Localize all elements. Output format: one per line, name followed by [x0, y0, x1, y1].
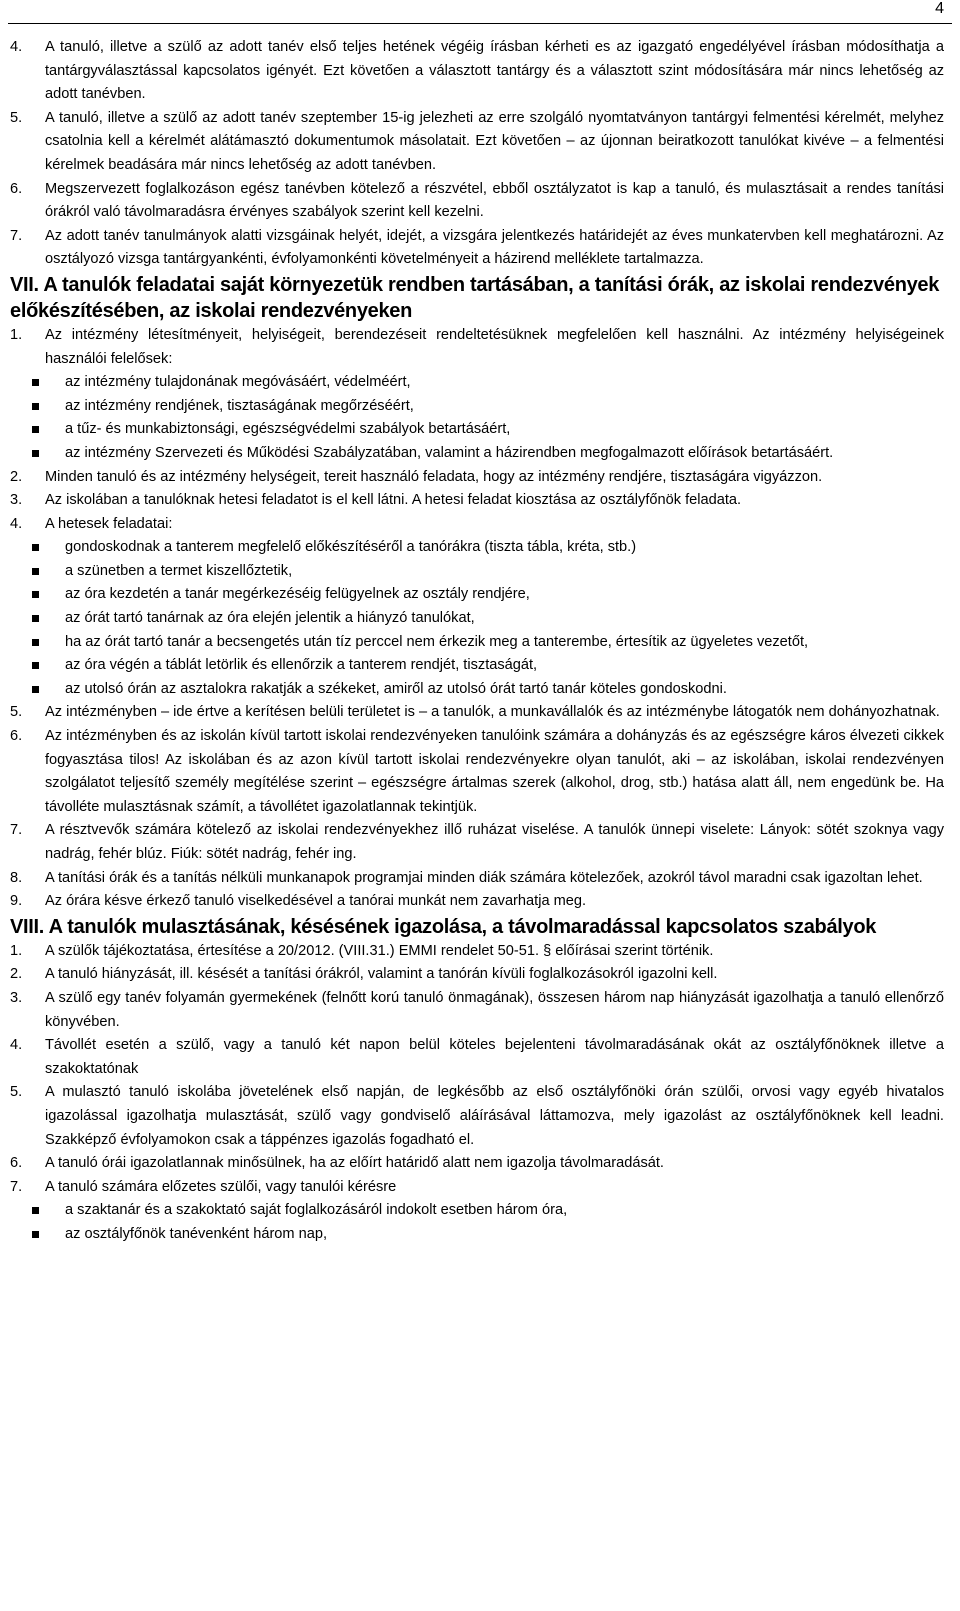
item-number: 5. — [10, 1084, 23, 1101]
list-item — [10, 701, 944, 725]
item-text: Megszervezett foglalkozáson egész tanévben kötelező a részvétel, ebből osztályzatot is kap a tanuló, és mulasztásait a rendes tanítási órákról való távolmaradásra érvényes szabályok szerint kell kezelni. — [45, 180, 944, 221]
item-text: A tanuló, illetve a szülő az adott tanév első teljes hetének végéig írásban kérheti es az igazgató engedélyével írásban módosíthatja a tantárgyválasztással kapcsolatos igényét. Ezt követően a választott tantárgy és a választott szint módosítására már nincs lehetőség az adott tanévben. — [45, 39, 944, 103]
item-text: Távollét esetén a szülő, vagy a tanuló két napon belül köteles bejelenteni távolmaradásának okát az osztályfőnöknek illetve a szakoktatónak — [45, 1037, 944, 1077]
item-text: Az intézményben – ide értve a kerítésen belüli területet is – a tanulók, a munkavállalók és az intézménybe látogatók nem dohányozhatnak. — [45, 704, 940, 721]
section6-tail-list — [10, 36, 944, 272]
bullet-item: a szaktanár és a szakoktató saját foglalkozásáról indokolt esetben három óra, — [10, 1199, 944, 1223]
item-text: A tanuló hiányzását, ill. késését a tanítási órákról, valamint a tanórán kívüli foglalkozásokról igazolni kell. — [45, 966, 718, 983]
list-item — [10, 725, 944, 819]
bullet-item: a szünetben a termet kiszellőztetik, — [10, 560, 944, 584]
item-number: 7. — [10, 822, 23, 839]
item-number: 2. — [10, 468, 23, 485]
list-item — [10, 1152, 944, 1176]
item-number: 3. — [10, 492, 23, 509]
bullet-item: az óra végén a táblát letörlik és ellenőrzik a tanterem rendjét, tisztaságát, — [10, 654, 944, 678]
item-text: Minden tanuló és az intézmény helységeit, tereit használó feladata, hogy az intézmény rendjére, tisztaságára vigyázzon. — [45, 468, 823, 485]
item-text: A résztvevők számára kötelező az iskolai rendezvényekhez illő ruházat viselése. A tanulók ünnepi viselete: Lányok: sötét szoknya vagy nadrág, fehér blúz. Fiúk: sötét nadrág, fehér ing. — [45, 822, 944, 862]
item-text: A tanuló órái igazolatlannak minősülnek, ha az előírt határidő alatt nem igazolja távolmaradását. — [45, 1155, 664, 1172]
item-text: A szülő egy tanév folyamán gyermekének (felnőtt korú tanuló önmagának), összesen három nap hiányzását igazolhatja a tanuló ellenőrző könyvében. — [45, 989, 944, 1030]
item-number: 3. — [10, 989, 23, 1006]
item-text: A tanuló számára előzetes szülői, vagy tanulói kérésre — [45, 1178, 397, 1195]
item-number: 5. — [10, 704, 23, 721]
item-number: 6. — [10, 728, 23, 745]
list-item — [10, 819, 944, 866]
list-item — [10, 890, 944, 914]
bullet-item: az osztályfőnök tanévenként három nap, — [10, 1223, 944, 1247]
item-text: Az órára késve érkező tanuló viselkedésével a tanórai munkát nem zavarhatja meg. — [45, 893, 587, 910]
item-number: 4. — [10, 515, 23, 532]
item-text: Az iskolában a tanulóknak hetesi feladatot is el kell látni. A hetesi feladat kiosztása az osztályfőnök feladata. — [45, 492, 742, 509]
page-number: 4 — [935, 0, 944, 17]
item-text: Az intézmény létesítményeit, helyiségeit, berendezéseit rendeltetésüknek megfelelően kell használni. Az intézmény helyiségeinek használói felelősek: — [45, 326, 944, 367]
item-text: A hetesek feladatai: — [45, 515, 173, 532]
item-number: 8. — [10, 869, 23, 886]
item-number: 1. — [10, 326, 23, 343]
item-number: 6. — [10, 1155, 23, 1172]
item-number: 2. — [10, 966, 23, 983]
section7-list-end — [10, 701, 944, 913]
item-number: 6. — [10, 180, 23, 197]
bullet-item: az intézmény Szervezeti és Működési Szabályzatában, valamint a házirendben megfogalmazott előírások betartásáért. — [10, 442, 944, 466]
header-rule — [8, 23, 952, 24]
section-heading-viii: VIII. A tanulók mulasztásának, késésének igazolása, a távolmaradással kapcsolatos szabályok — [10, 915, 877, 938]
list-item — [10, 867, 944, 891]
section7-list — [10, 324, 944, 371]
list-item — [10, 466, 944, 490]
bullet-item: az óra kezdetén a tanár megérkezéséig felügyelnek az osztály rendjére, — [10, 583, 944, 607]
item-text: A tanuló, illetve a szülő az adott tanév szeptember 15-ig jelezheti az erre szolgáló nyomtatványon tantárgyi felmentési kérelmét, melyhez csatolnia kell a kérelmét alátámasztó dokumentumok másolatait. Ezt követően – az újonnan beiratkozott tanulókat kivéve – a felmentési kérelmek beadására már nincs lehetőség az adott tanévben. — [45, 109, 944, 173]
bullet-item: az intézmény rendjének, tisztaságának megőrzéséért, — [10, 395, 944, 419]
item-text: A tanítási órák és a tanítás nélküli munkanapok programjai minden diák számára kötelezőek, azokról távol maradni csak igazoltan lehet. — [45, 869, 923, 886]
document-body — [10, 36, 944, 1247]
section7-item1-bullets — [10, 371, 944, 465]
item-number: 1. — [10, 942, 23, 959]
bullet-item: ha az órát tartó tanár a becsengetés után tíz perccel nem érkezik meg a tanterembe, értesítik az ügyeletes vezetőt, — [10, 631, 944, 655]
list-item — [10, 36, 944, 107]
item-number: 4. — [10, 1037, 23, 1054]
list-item — [10, 1081, 944, 1152]
section-heading-vii: VII. A tanulók feladatai saját környezetük rendben tartásában, a tanítási órák, az iskolai rendezvények előkészítésében, az iskolai rendezvényeken — [10, 273, 940, 322]
list-item — [10, 940, 944, 964]
list-item — [10, 513, 944, 537]
bullet-item: gondoskodnak a tanterem megfelelő előkészítéséről a tanórákra (tiszta tábla, kréta, stb.) — [10, 536, 944, 560]
list-item — [10, 324, 944, 371]
list-item — [10, 489, 944, 513]
list-item — [10, 107, 944, 178]
list-item — [10, 987, 944, 1034]
list-item — [10, 1176, 944, 1200]
item-number: 5. — [10, 109, 23, 126]
list-item — [10, 1034, 944, 1081]
item-number: 7. — [10, 227, 23, 244]
section7-item4-bullets — [10, 536, 944, 701]
item-text: Az adott tanév tanulmányok alatti vizsgáinak helyét, idejét, a vizsgára jelentkezés határidejét az éves munkatervben kell meghatározni. Az osztályozó vizsga tantárgyankénti, évfolyamonkénti követelményeit a házirend melléklete tartalmazza. — [45, 227, 944, 268]
section8-item7-bullets — [10, 1199, 944, 1246]
item-number: 4. — [10, 39, 23, 55]
item-number: 7. — [10, 1178, 23, 1195]
bullet-item: a tűz- és munkabiztonsági, egészségvédelmi szabályok betartásáért, — [10, 418, 944, 442]
section7-list-cont — [10, 466, 944, 537]
bullet-item: az intézmény tulajdonának megóvásáért, védelméért, — [10, 371, 944, 395]
list-item — [10, 963, 944, 987]
bullet-item: az utolsó órán az asztalokra rakatják a székeket, amiről az utolsó órát tartó tanár köteles gondoskodni. — [10, 678, 944, 702]
item-number: 9. — [10, 893, 23, 910]
list-item — [10, 178, 944, 225]
bullet-item: az órát tartó tanárnak az óra elején jelentik a hiányzó tanulókat, — [10, 607, 944, 631]
item-text: A szülők tájékoztatása, értesítése a 20/2012. (VIII.31.) EMMI rendelet 50-51. § előírásai szerint történik. — [45, 942, 714, 959]
item-text: A mulasztó tanuló iskolába jövetelének első napján, de legkésőbb az első osztályfőnöki órán szülői, orvosi vagy egyéb hivatalos igazolással igazolhatja mulasztását, szülő vagy gondviselő aláírásával láttamozva, mely igazolást az osztályfőnöknek kell leadni. Szakképző évfolyamokon csak a táppénzes igazolás fogadható el. — [45, 1084, 944, 1148]
section8-list — [10, 940, 944, 1200]
item-text: Az intézményben és az iskolán kívül tartott iskolai rendezvényeken tanulóink számára a dohányzás és az egészségre káros élvezeti cikkek fogyasztása tilos! Az iskolában és az azon kívül tartott iskolai rendezvényekre olyan tanulót, aki – az iskolában, iskolai rendezvényen szolgálatot teljesítő személy megítélése szerint – egészségre ártalmas szerek (alkohol, drog, stb.) hatása alatt áll, nem engedünk be. Ha távolléte mulasztásnak számít, a távollétet igazolatlannak tekintjük. — [45, 728, 944, 815]
list-item — [10, 225, 944, 272]
